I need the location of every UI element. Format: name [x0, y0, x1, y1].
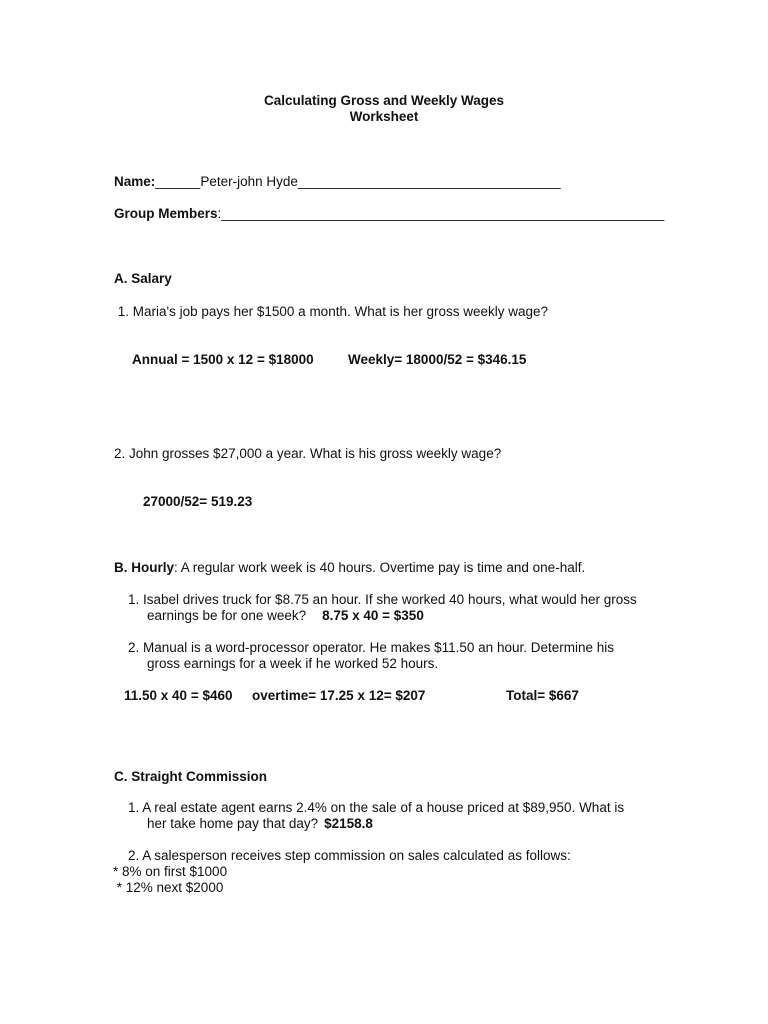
- section-b-question-1-text: earnings be for one week?: [147, 608, 307, 623]
- section-a-heading: A. Salary: [114, 271, 172, 286]
- section-b-heading: B. Hourly: [114, 560, 175, 575]
- section-b-question-1-line-1: 1. Isabel drives truck for $8.75 an hour. If she worked 40 hours, what would her gross: [128, 592, 637, 607]
- section-b-answer-regular: 11.50 x 40 = $460: [124, 688, 233, 703]
- section-c-answer-1: $2158.8: [324, 816, 373, 831]
- worksheet-subtitle: Worksheet: [349, 109, 419, 124]
- section-c-heading: C. Straight Commission: [114, 769, 268, 784]
- section-c-question-2: 2. A salesperson receives step commission on sales calculated as follows:: [128, 848, 571, 863]
- group-members-colon: :: [217, 206, 222, 221]
- section-b-question-1-line-2: [147, 608, 424, 624]
- section-c-question-1-text: her take home pay that day?: [147, 816, 319, 831]
- group-members-blank: ___________________________________________________________: [221, 206, 665, 221]
- section-a-question-1: 1. Maria's job pays her $1500 a month. What is her gross weekly wage?: [114, 304, 549, 319]
- section-b-intro-text: : A regular work week is 40 hours. Overtime pay is time and one-half.: [174, 560, 586, 575]
- name-label: Name:: [114, 174, 156, 189]
- section-c-step-1: * 8% on first $1000: [113, 864, 228, 879]
- section-b-answer-total: Total= $667: [506, 688, 579, 703]
- section-b-question-2-line-2: gross earnings for a week if he worked 52 hours.: [147, 656, 439, 671]
- section-c-step-2: * 12% next $2000: [113, 880, 224, 895]
- section-a-answer-annual: Annual = 1500 x 12 = $18000: [132, 352, 314, 367]
- section-b-intro: [114, 560, 585, 576]
- section-c-question-1-line-2: [147, 816, 373, 832]
- section-b-question-2-line-1: 2. Manual is a word-processor operator. He makes $11.50 an hour. Determine his: [128, 640, 614, 655]
- section-a-answer-weekly: Weekly= 18000/52 = $346.15: [348, 352, 527, 367]
- name-suffix-blank: ___________________________________: [297, 174, 561, 189]
- section-b-answer-1: 8.75 x 40 = $350: [322, 608, 424, 623]
- name-value: Peter-john Hyde: [200, 174, 298, 189]
- group-members-field: [114, 206, 664, 222]
- section-a-answer-2: 27000/52= 519.23: [143, 494, 253, 509]
- section-a-question-2: 2. John grosses $27,000 a year. What is his gross weekly wage?: [114, 446, 502, 461]
- name-field: [114, 174, 561, 190]
- section-c-question-1-line-1: 1. A real estate agent earns 2.4% on the sale of a house priced at $89,950. What is: [128, 800, 625, 815]
- worksheet-title: Calculating Gross and Weekly Wages: [263, 93, 505, 108]
- section-b-answer-overtime: overtime= 17.25 x 12= $207: [252, 688, 426, 703]
- name-prefix-blank: ______: [155, 174, 201, 189]
- group-members-label: Group Members: [114, 206, 218, 221]
